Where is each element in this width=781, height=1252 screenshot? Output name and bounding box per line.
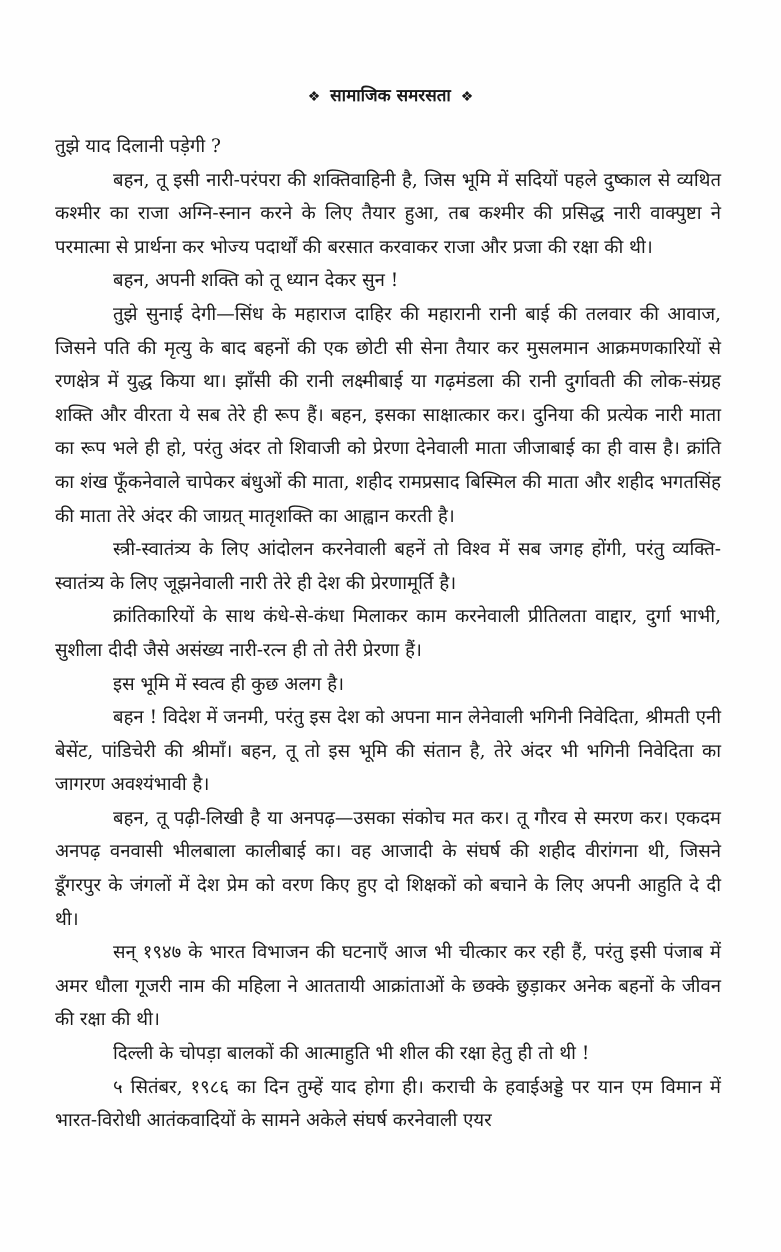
paragraph-continuation: तुझे याद दिलानी पड़ेगी ? — [55, 136, 221, 157]
paragraph: बहन, तू इसी नारी-परंपरा की शक्तिवाहिनी है, जिस भूमि में सदियों पहले दुष्काल से व्यथित कश्मीर का राजा अग्नि-स्नान करने के लिए तैयार हुआ, तब कश्मीर की प्रसिद्ध नारी वाक्पुष्टा ने परमात्मा से प्रार्थना कर भोज्य पदार्थों की बरसात करवाकर राजा और प्रजा की रक्षा की थी। — [55, 169, 721, 258]
paragraph: सन् १९४७ के भारत विभाजन की घटनाएँ आज भी चीत्कार कर रही हैं, परंतु इसी पंजाब में अमर धौला गूजरी नाम की महिला ने आततायी आक्रांताओं के छक्के छुड़ाकर अनेक बहनों के जीवन की रक्षा की थी। — [55, 942, 721, 1031]
body-text — [55, 130, 721, 1138]
page-title: सामाजिक समरसता — [330, 86, 451, 106]
paragraph: क्रांतिकारियों के साथ कंधे-से-कंधा मिलाकर काम करनेवाली प्रीतिलता वाद्दार, दुर्गा भाभी, सुशीला दीदी जैसे असंख्य नारी-रत्न ही तो तेरी प्रेरणा हैं। — [55, 606, 721, 661]
paragraph: बहन ! विदेश में जनमी, परंतु इस देश को अपना मान लेनेवाली भगिनी निवेदिता, श्रीमती एनी बेसेंट, पांडिचेरी की श्रीमाँ। बहन, तू तो इस भूमि की संतान है, तेरे अंदर भी भगिनी निवेदिता का जागरण अवश्यंभावी है। — [55, 707, 721, 796]
paragraph: दिल्ली के चोपड़ा बालकों की आत्माहुति भी शील की रक्षा हेतु ही तो थी ! — [113, 1043, 590, 1065]
paragraph: तुझे सुनाई देगी—सिंध के महाराज दाहिर की महारानी रानी बाई की तलवार की आवाज, जिसने पति की मृत्यु के बाद बहनों की एक छोटी सी सेना तैयार कर मुसलमान आक्रमणकारियों से रणक्षेत्र में युद्ध किया था। झाँसी की रानी लक्ष्मीबाई या गढ़मंडला की रानी दुर्गावती की लोक-संग्रह शक्ति और वीरता ये सब तेरे ही रूप हैं। बहन, इसका साक्षात्कार कर। दुनिया की प्रत्येक नारी माता का रूप भले ही हो, परंतु अंदर तो शिवाजी को प्रेरणा देनेवाली माता जीजाबाई का ही वास है। क्रांति का शंख फूँकनेवाले चापेकर बंधुओं की माता, शहीद रामप्रसाद बिस्मिल की माता और शहीद भगतसिंह की माता तेरे अंदर की जाग्रत् मातृशक्ति का आह्वान करती है। — [55, 303, 721, 527]
paragraph: बहन, तू पढ़ी-लिखी है या अनपढ़—उसका संकोच मत कर। तू गौरव से स्मरण कर। एकदम अनपढ़ वनवासी भीलबाला कालीबाई का। वह आजादी के संघर्ष की शहीद वीरांगना थी, जिसने डूँगरपुर के जंगलों में देश प्रेम को वरण किए हुए दो शिक्षकों को बचाने के लिए अपनी आहुति दे दी थी। — [55, 807, 721, 930]
running-header — [0, 84, 781, 109]
ornament-right-icon: ❖ — [460, 89, 474, 105]
paragraph: इस भूमि में स्वत्व ही कुछ अलग है। — [113, 673, 345, 695]
paragraph: ५ सितंबर, १९८६ का दिन तुम्हें याद होगा ही। कराची के हवाईअड्डे पर यान एम विमान में भारत-विरोधी आतंकवादियों के सामने अकेले संघर्ष करनेवाली एयर — [55, 1076, 721, 1132]
paragraph: बहन, अपनी शक्ति को तू ध्यान देकर सुन ! — [113, 270, 399, 292]
paragraph: स्त्री-स्वातंत्र्य के लिए आंदोलन करनेवाली बहनें तो विश्व में सब जगह होंगी, परंतु व्यक्ति-स्वातंत्र्य के लिए जूझनेवाली नारी तेरे ही देश की प्रेरणामूर्ति है। — [55, 539, 721, 594]
ornament-left-icon: ❖ — [307, 89, 321, 105]
